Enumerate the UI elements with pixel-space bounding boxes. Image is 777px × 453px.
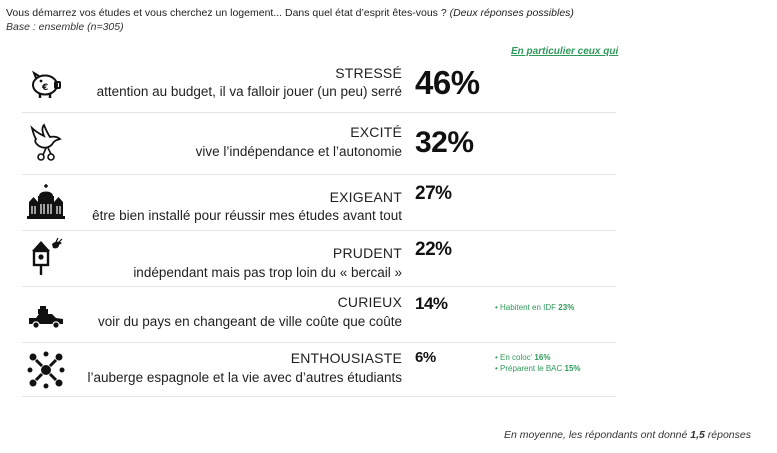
- side-note-value: 15%: [564, 364, 581, 373]
- row-description: l’auberge espagnole et la vie avec d’autres étudiants: [87, 370, 402, 385]
- side-note: [495, 363, 581, 374]
- question-note: (Deux réponses possibles): [449, 7, 574, 19]
- row-percentage: 27%: [415, 183, 452, 204]
- row-percentage: 46%: [415, 64, 480, 101]
- row-percentage: 6%: [415, 349, 436, 366]
- footer-suffix: réponses: [704, 429, 751, 441]
- chart-row: [22, 230, 616, 287]
- birdhouse-icon: [26, 236, 66, 276]
- footer-prefix: En moyenne, les répondants ont donné: [504, 429, 691, 441]
- side-note-text: • Habitent en IDF: [495, 303, 557, 312]
- chart-row: [22, 174, 616, 231]
- side-note-value: 23%: [558, 303, 575, 312]
- palace-icon: [26, 182, 66, 222]
- row-title: CURIEUX: [337, 294, 402, 310]
- question-main: Vous démarrez vos études et vous cherchez un logement... Dans quel état d’esprit êtes-vous ?: [6, 7, 447, 19]
- row-title: STRESSÉ: [335, 65, 402, 81]
- side-note-text: • Préparent le BAC: [495, 364, 563, 373]
- base-text: Base : ensemble (n=305): [6, 21, 124, 33]
- row-percentage: 14%: [415, 294, 448, 313]
- row-description: être bien installé pour réussir mes études avant tout: [92, 208, 402, 223]
- row-description: attention au budget, il va falloir jouer (un peu) serré: [96, 84, 402, 99]
- row-percentage: 22%: [415, 239, 452, 260]
- side-notes: [495, 302, 574, 313]
- row-title: EXCITÉ: [350, 124, 402, 140]
- footer-note: [504, 429, 751, 441]
- car-icon: [26, 296, 66, 336]
- chart-row: [22, 342, 616, 397]
- row-title: EXIGEANT: [329, 189, 402, 205]
- side-notes: [495, 352, 581, 374]
- side-note: [495, 352, 581, 363]
- chart-row: [22, 286, 616, 343]
- row-description: voir du pays en changeant de ville coûte que coûte: [98, 314, 402, 329]
- row-title: ENTHOUSIASTE: [290, 350, 402, 366]
- particular-heading: En particulier ceux qui: [511, 46, 619, 57]
- side-note-text: • En coloc’: [495, 353, 533, 362]
- chart-row: [22, 58, 616, 113]
- side-note: [495, 302, 574, 313]
- svg-text:€: €: [42, 83, 49, 93]
- row-description: indépendant mais pas trop loin du « bercail »: [133, 265, 402, 280]
- row-title: PRUDENT: [332, 245, 402, 261]
- chart-row: [22, 112, 616, 175]
- people-group-icon: [26, 350, 66, 390]
- bird-icon: [26, 122, 66, 162]
- row-percentage: 32%: [415, 126, 474, 159]
- question-text: [6, 7, 574, 19]
- row-description: vive l’indépendance et l’autonomie: [195, 144, 402, 159]
- piggy-bank-icon: [26, 64, 66, 104]
- footer-value: 1,5: [690, 429, 705, 441]
- side-note-value: 16%: [534, 353, 551, 362]
